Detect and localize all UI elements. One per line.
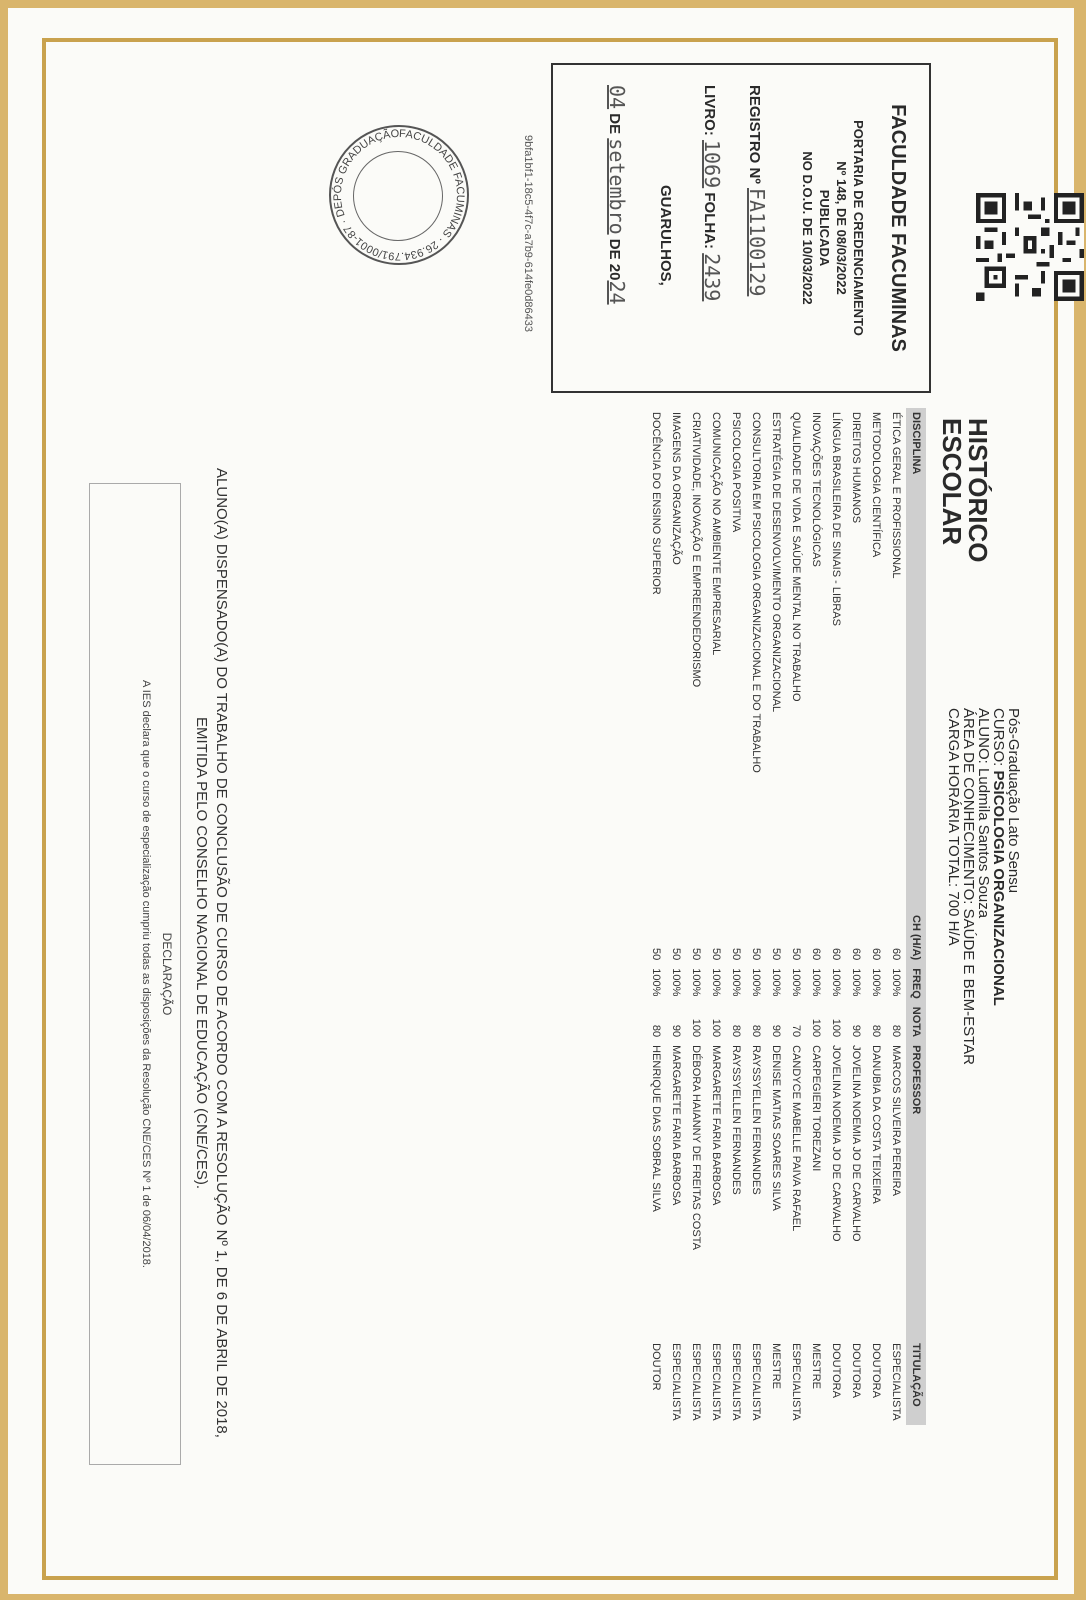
cell-titulacao: MESTRE — [810, 1343, 822, 1389]
cell-disciplina: DIREITOS HUMANOS — [850, 412, 862, 524]
cell-freq: 100% — [850, 968, 862, 997]
cell-disciplina: IMAGENS DA ORGANIZAÇÃO — [670, 412, 682, 565]
date-month: setembro — [605, 138, 629, 235]
header-disciplina: DISCIPLINA — [906, 408, 926, 911]
cell-professor: DÉBORA HAIANNY DE FREITAS COSTA — [690, 1045, 702, 1250]
cell-titulacao: ESPECIALISTA — [730, 1343, 742, 1421]
cell-ch: 60 — [850, 947, 862, 961]
cell-freq: 100% — [830, 968, 842, 997]
cell-nota: 80 — [890, 1024, 902, 1038]
table-row — [866, 408, 886, 1425]
cell-freq: 100% — [750, 968, 762, 997]
cell-ch: 50 — [690, 947, 702, 961]
registration-box — [331, 63, 931, 393]
declaration-box — [89, 483, 181, 1465]
cell-freq: 100% — [890, 968, 902, 997]
portaria-line: NO D.O.U. DE 10/03/2022 — [800, 151, 815, 305]
date-de: DE 20 — [606, 238, 623, 281]
table-row — [666, 408, 686, 1425]
cell-professor: HENRIQUE DIAS SOBRAL SILVA — [650, 1045, 662, 1212]
cell-titulacao: DOUTORA — [830, 1343, 842, 1398]
student-name: ALUNO: Ludmila Santos Souza — [975, 708, 992, 919]
cell-freq: 100% — [790, 968, 802, 997]
cell-professor: CANDYCE MABELLE PAIVA RAFAEL — [790, 1045, 802, 1232]
cell-disciplina: QUALIDADE DE VIDA E SAÚDE MENTAL NO TRABALHO — [790, 412, 802, 702]
cell-disciplina: ESTRATÉGIA DE DESENVOLVIMENTO ORGANIZACIONAL — [770, 412, 782, 713]
school-stamp — [329, 125, 469, 265]
table-row — [786, 408, 806, 1425]
area: ÁREA DE CONHECIMENTO: SAÚDE E BEM-ESTAR — [960, 708, 977, 1066]
cell-ch: 60 — [810, 947, 822, 961]
curso-value: PSICOLOGIA ORGANIZACIONAL — [990, 770, 1007, 1006]
header-freq: FREQ — [906, 964, 926, 1003]
header-nota: NOTA — [906, 1003, 926, 1041]
folha-value: 2439 — [700, 253, 724, 302]
grades-table — [646, 408, 926, 1425]
cell-disciplina: COMUNICAÇÃO NO AMBIENTE EMPRESARIAL — [710, 412, 722, 656]
date-day: 04 — [605, 85, 629, 110]
header-professor: PROFESSOR — [906, 1041, 926, 1339]
cell-professor: DANUBIA DA COSTA TEIXEIRA — [870, 1045, 882, 1204]
livro-value: 1069 — [700, 140, 724, 189]
verification-hash: 9bfa1bf1-18c5-4f7c-a7b9-614fe0d86433 — [522, 135, 534, 332]
table-row — [686, 408, 706, 1425]
cell-titulacao: MESTRE — [770, 1343, 782, 1389]
cell-nota: 80 — [650, 1024, 662, 1038]
portaria-line: Nº 148, DE 08/03/2022 — [834, 161, 849, 295]
cell-nota: 90 — [770, 1024, 782, 1038]
curso-label: CURSO: — [990, 708, 1007, 767]
table-row — [746, 408, 766, 1425]
table-row — [806, 408, 826, 1425]
cell-titulacao: DOUTORA — [850, 1343, 862, 1398]
table-row — [846, 408, 866, 1425]
cell-nota: 80 — [730, 1024, 742, 1038]
rotated-content — [36, 23, 1071, 1588]
cell-freq: 100% — [730, 968, 742, 997]
cell-disciplina: INOVAÇÕES TECNOLÓGICAS — [810, 412, 822, 567]
dispensa-line: ALUNO(A) DISPENSADO(A) DO TRABALHO DE CONCLUSÃO DE CURSO DE ACORDO COM A RESOLUÇÃO Nº 1, DE 6 DE ABRIL DE 2018, — [213, 468, 230, 1438]
date-year: 24 — [605, 280, 629, 305]
institution-name: FACULDADE FACUMINAS — [887, 104, 909, 352]
cell-disciplina: DOCÊNCIA DO ENSINO SUPERIOR — [650, 412, 662, 595]
cell-nota: 90 — [670, 1024, 682, 1038]
cell-ch: 60 — [830, 947, 842, 961]
cell-disciplina: LÍNGUA BRASILEIRA DE SINAIS - LIBRAS — [830, 412, 842, 626]
cell-freq: 100% — [770, 968, 782, 997]
portaria-line: PORTARIA DE CREDENCIAMENTO — [851, 120, 866, 336]
cell-nota: 100 — [830, 1018, 842, 1038]
dispensa-note — [191, 453, 231, 1453]
table-header-row — [906, 408, 926, 1425]
cell-disciplina: ÉTICA GERAL E PROFISSIONAL — [890, 412, 902, 579]
cell-professor: DENISE MATIAS SOARES SILVA — [770, 1045, 782, 1211]
cell-ch: 50 — [650, 947, 662, 961]
cell-professor: JOVELINA NOEMIA JO DE CARVALHO — [850, 1045, 862, 1242]
livro-row — [700, 85, 724, 301]
dispensa-line: EMITIDA PELO CONSELHO NACIONAL DE EDUCAÇÃO (CNE/CES). — [193, 716, 210, 1190]
cell-titulacao: ESPECIALISTA — [690, 1343, 702, 1421]
cell-titulacao: ESPECIALISTA — [750, 1343, 762, 1421]
cell-freq: 100% — [710, 968, 722, 997]
header-ch: CH (H/A) — [906, 911, 926, 964]
cell-ch: 50 — [670, 947, 682, 961]
cell-freq: 100% — [810, 968, 822, 997]
document-sheet — [8, 8, 1074, 1594]
cell-titulacao: DOUTOR — [650, 1343, 662, 1391]
folha-label: FOLHA: — [701, 192, 718, 250]
table-row — [886, 408, 906, 1425]
cell-professor: MARCOS SILVEIRA PEREIRA — [890, 1045, 902, 1196]
cell-freq: 100% — [650, 968, 662, 997]
course-level: Pós-Graduação Lato Sensu — [1005, 708, 1022, 894]
cell-professor: MARGARETE FARIA BARBOSA — [670, 1045, 682, 1206]
cell-freq: 100% — [690, 968, 702, 997]
cell-disciplina: PSICOLOGIA POSITIVA — [730, 412, 742, 533]
date-row — [605, 85, 629, 305]
qr-code-icon — [976, 193, 1084, 301]
cell-titulacao: ESPECIALISTA — [890, 1343, 902, 1421]
declaration-text: A IES declara que o curso de especialização cumpriu todas as disposições da Resolução CNE/CES Nº 1 de 06/04/2018. — [140, 680, 152, 1268]
cell-ch: 50 — [710, 947, 722, 961]
cell-professor: MARGARETE FARIA BARBOSA — [710, 1045, 722, 1206]
portaria-line: PUBLICADA — [817, 189, 832, 267]
course-info — [946, 708, 1021, 1065]
table-row — [706, 408, 726, 1425]
stamp-seal-icon — [331, 127, 467, 263]
cell-titulacao: ESPECIALISTA — [710, 1343, 722, 1421]
cell-ch: 50 — [770, 947, 782, 961]
svg-text:FACULDADE FACUMINAS · 26.934.7 — [331, 128, 466, 263]
cell-ch: 60 — [890, 947, 902, 961]
livro-label: LIVRO: — [701, 85, 718, 136]
cell-professor: RAYSSYELLEN FERNANDES — [750, 1045, 762, 1195]
cell-nota: 90 — [850, 1024, 862, 1038]
cell-professor: CARPEGIERI TOREZANI — [810, 1045, 822, 1172]
registro-value: FA1100129 — [745, 188, 769, 297]
portaria-block — [799, 65, 867, 391]
cell-ch: 50 — [730, 947, 742, 961]
stamp-lettering: FACULDADE FACUMINAS · 26.934.791/0001-87 · DEPÓS GRADUAÇÃO — [331, 127, 467, 263]
cell-freq: 100% — [870, 968, 882, 997]
table-row — [726, 408, 746, 1425]
cell-disciplina: METODOLOGIA CIENTÍFICA — [870, 412, 882, 558]
cell-titulacao: ESPECIALISTA — [670, 1343, 682, 1421]
cell-freq: 100% — [670, 968, 682, 997]
course-line — [991, 708, 1006, 1065]
date-de: DE — [606, 113, 623, 135]
registro-label: REGISTRO Nº — [746, 85, 763, 184]
cell-professor: RAYSSYELLEN FERNANDES — [730, 1045, 742, 1195]
registro-row — [745, 85, 769, 296]
cell-ch: 50 — [790, 947, 802, 961]
cell-nota: 100 — [690, 1018, 702, 1038]
cell-nota: 80 — [870, 1024, 882, 1038]
cell-professor: JOVELINA NOEMIA JO DE CARVALHO — [830, 1045, 842, 1242]
header-titulacao: TITULAÇÃO — [906, 1339, 926, 1424]
cell-ch: 50 — [750, 947, 762, 961]
cell-ch: 60 — [870, 947, 882, 961]
declaration-title: DECLARAÇÃO — [160, 932, 174, 1016]
title-line: ESCOLAR — [937, 418, 967, 546]
total-hours: CARGA HORÁRIA TOTAL: 700 H/A — [945, 708, 962, 946]
cell-disciplina: CRIATIVIDADE, INOVAÇÃO E EMPREENDEDORISMO — [690, 412, 702, 688]
cell-nota: 100 — [810, 1018, 822, 1038]
city: GUARULHOS, — [657, 185, 674, 286]
title-line: HISTÓRICO — [963, 418, 993, 563]
cell-disciplina: CONSULTORIA EM PSICOLOGIA ORGANIZACIONAL E DO TRABALHO — [750, 412, 762, 773]
cell-nota: 80 — [750, 1024, 762, 1038]
cell-titulacao: DOUTORA — [870, 1343, 882, 1398]
table-row — [826, 408, 846, 1425]
table-row — [646, 408, 666, 1425]
table-row — [766, 408, 786, 1425]
page-title — [939, 418, 991, 562]
cell-titulacao: ESPECIALISTA — [790, 1343, 802, 1421]
cell-nota: 100 — [710, 1018, 722, 1038]
cell-nota: 70 — [790, 1024, 802, 1038]
